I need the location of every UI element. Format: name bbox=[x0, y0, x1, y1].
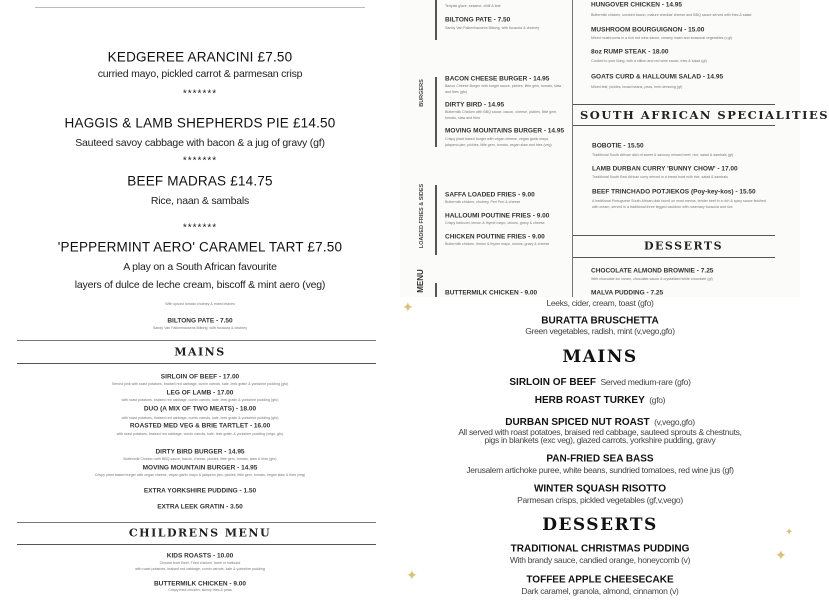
menu-item-name: EXTRA LEEK GRATIN - 3.50 bbox=[157, 503, 243, 511]
separator: ******* bbox=[182, 222, 218, 234]
menu-item-name: KIDS ROASTS - 10.00 bbox=[166, 552, 234, 560]
menu-item-desc: Served pink with roast potatoes, braised red cabbage, cumin carrots, kale, leek gratin & yorkshire pudding (gfo) bbox=[111, 382, 289, 386]
menu-item-name: BACON CHEESE BURGER - 14.95 bbox=[445, 75, 550, 83]
menu-item-name: HERB ROAST TURKEY bbox=[534, 395, 645, 406]
divider bbox=[435, 185, 437, 255]
menu-item-name: BEEF MADRAS £14.75 bbox=[127, 173, 273, 189]
menu-item-name: CHICKEN POUTINE FRIES - 9.00 bbox=[445, 233, 545, 241]
menu-item-name: ROASTED MED VEG & BRIE TARTLET - 16.00 bbox=[129, 422, 271, 430]
menu-item-name: GOATS CURD & HALLOUMI SALAD - 14.95 bbox=[591, 73, 724, 81]
menu-item-name: MALVA PUDDING - 7.25 bbox=[591, 289, 664, 297]
menu-item-desc: Buttermilk chicken, smoked bacon, mature cheddar cheese and BBQ sauce served with fries & salad bbox=[591, 13, 752, 17]
menu-item-desc: Buttermilk chicken, lemon & thyme mayo, onions, gravy & cheese bbox=[445, 242, 550, 246]
menu-item-note: (v,vego,gfo) bbox=[654, 417, 695, 427]
menu-item-desc: Crispy plant based burger with vegan cheese, vegan garlic mayo, jalapeno jam, pickles, little gem, tomato, vegan slaw and fries (veg) bbox=[445, 137, 552, 147]
menu-item-name: DIRTY BIRD BURGER - 14.95 bbox=[155, 448, 245, 456]
menu-item-desc: Choose from Beef, Fried chicken, lamb or halloumi bbox=[159, 561, 241, 565]
menu-item-desc: Teriyaki glaze, sesame, chilli & leaf bbox=[445, 4, 501, 8]
menu-item-name: 'PEPPERMINT AERO' CARAMEL TART £7.50 bbox=[57, 239, 343, 255]
divider bbox=[573, 257, 775, 258]
menu-item-desc: Crispy halloumi, lemon & thyme mayo, onions, gravy & cheese bbox=[445, 221, 545, 225]
divider bbox=[573, 104, 775, 105]
menu-item-desc: Leeks, cider, cream, toast (gfo) bbox=[546, 298, 654, 308]
menu-item-desc: Traditional South African dish of sweet & savoury minced beef, rice, salad & sambals (gf) bbox=[592, 153, 734, 157]
menu-item-desc: Traditional South East African curry served in a bread bowl with rice, salad & sambals bbox=[592, 175, 728, 179]
category-label: LOADED FRIES & SIDES bbox=[419, 183, 425, 249]
menu-item-name: EXTRA YORKSHIRE PUDDING - 1.50 bbox=[143, 487, 257, 495]
menu-item-name: HUNGOVER CHICKEN - 14.95 bbox=[591, 1, 683, 9]
menu-item-desc: Mixed leaf, pickles, broad beans, peas, herb dressing (gf) bbox=[591, 85, 683, 89]
menu-item-desc: Buttermilk chicken, chutney, Peri Peri & cheese bbox=[445, 200, 521, 204]
menu-item-desc: Rice, naan & sambals bbox=[150, 195, 250, 207]
menu-item-desc: With spiced tomato chutney & mixed leaves bbox=[165, 302, 235, 306]
menu-item-name: SIRLOIN OF BEEF - 17.00 bbox=[160, 373, 240, 381]
menu-item-name: BUTTERMILK CHICKEN - 9.00 bbox=[153, 580, 247, 588]
sparkle-icon: ✦ bbox=[402, 299, 414, 315]
divider bbox=[17, 340, 376, 341]
divider bbox=[435, 77, 437, 147]
menu-item-desc: pigs in blankets (exc veg), glazed carrots, yorkshire pudding, gravy bbox=[484, 435, 716, 445]
menu-item-name: LAMB DURBAN CURRY 'BUNNY CHOW' - 17.00 bbox=[592, 165, 738, 173]
menu-item-name: DURBAN SPICED NUT ROAST bbox=[505, 417, 650, 428]
menu-item-name: 8oz RUMP STEAK - 18.00 bbox=[591, 48, 669, 56]
menu-item-name: MOVING MOUNTAINS BURGER - 14.95 bbox=[445, 127, 565, 135]
menu-item-name: TRADITIONAL CHRISTMAS PUDDING bbox=[510, 543, 690, 555]
separator: ******* bbox=[182, 155, 218, 167]
section-heading: DESSERTS bbox=[644, 239, 724, 253]
menu-item-name: PAN-FRIED SEA BASS bbox=[546, 453, 654, 465]
menu-item-desc: Mixed mushrooms in a rich red wine sauce, creamy mash and seasonal vegetables (v,gf) bbox=[591, 36, 733, 40]
menu-item-desc: Green vegetables, radish, mint (v,vego,gfo) bbox=[525, 326, 675, 336]
menu-item-name: DIRTY BIRD - 14.95 bbox=[445, 101, 505, 109]
section-heading: SOUTH AFRICAN SPECIALITIES bbox=[580, 108, 829, 122]
column-divider bbox=[572, 0, 573, 297]
menu-item-desc: Sandy Van Falkenhausens Biltong, with focaccia & chutney bbox=[445, 26, 540, 30]
sparkle-icon: ✦ bbox=[775, 547, 787, 563]
menu-item-desc: Parmesan crisps, pickled vegetables (gf,v,vego) bbox=[517, 495, 683, 505]
section-heading: CHILDRENS MENU bbox=[128, 526, 272, 540]
menu-item-desc: Sandy Van Falkenhausens Biltong, with focaccia & chutney bbox=[152, 326, 248, 330]
menu-item-desc: curried mayo, pickled carrot & parmesan crisp bbox=[97, 68, 303, 80]
menu-item-name: HALLOUMI POUTINE FRIES - 9.00 bbox=[445, 212, 550, 220]
menu-item-name: BILTONG PATE - 7.50 bbox=[167, 317, 233, 325]
menu-photo-christmas bbox=[400, 297, 800, 600]
menu-item-name: BOBOTIE - 15.50 bbox=[592, 142, 644, 150]
separator: ******* bbox=[182, 88, 218, 100]
menu-item-desc: A traditional Portuguese South African dish found on most menus, tender beef in a rich & spicy sauce finished with cream, served in a traditional three legged cauldron with rosemary focaccia and rice bbox=[592, 199, 766, 209]
menu-item-desc: layers of dulce de leche cream, biscoff & mint aero (veg) bbox=[74, 279, 326, 291]
menu-photo-specials bbox=[0, 0, 400, 297]
menu-item-name: WINTER SQUASH RISOTTO bbox=[533, 483, 667, 495]
menu-item-name: BEEF TRINCHADO POTJIEKOS (Poy-key-kos) - 15.50 bbox=[592, 188, 756, 196]
sparkle-icon: ✦ bbox=[785, 527, 794, 538]
menu-item-note: Served medium-rare (gfo) bbox=[600, 377, 691, 387]
menu-item-name: LEG OF LAMB - 17.00 bbox=[166, 389, 234, 397]
category-label: BURGERS bbox=[419, 79, 425, 107]
menu-item-desc: Dark caramel, granola, almond, cinnamon (v) bbox=[521, 586, 679, 596]
menu-item-desc: Buttermilk Chicken with BBQ sauce, bacon, cheese, pickles, little gem, tomato, slaw and fries bbox=[445, 110, 558, 120]
divider bbox=[435, 0, 437, 40]
menu-item-name: BURATTA BRUSCHETTA bbox=[541, 315, 659, 327]
menu-item-desc: Crispy plant based burger with vegan cheese, vegan garlic mayo & jalapeno jam, pickles, little gem, tomato, vegan slaw & fries (veg) bbox=[94, 473, 306, 477]
section-heading: MAINS bbox=[174, 345, 226, 359]
menu-item-desc: A play on a South African favourite bbox=[123, 261, 277, 273]
divider bbox=[573, 235, 775, 236]
menu-item-desc: Cooked to your liking, with a stilton and red wine sauce, fries & salad (gf) bbox=[591, 59, 707, 63]
divider bbox=[35, 7, 365, 8]
menu-item-desc: Jerusalem artichoke puree, white beans, sundried tomatoes, red wine jus (gf) bbox=[466, 465, 734, 475]
menu-item-name: BUTTERMILK CHICKEN - 9.00 bbox=[445, 289, 538, 297]
menu-photo-sunday bbox=[0, 297, 400, 600]
sparkle-icon: ✦ bbox=[406, 567, 418, 583]
menu-item-desc: With brandy sauce, candied orange, honeycomb (v) bbox=[509, 555, 691, 565]
menu-item-desc: Sauteed savoy cabbage with bacon & a jug of gravy (gf) bbox=[75, 137, 325, 149]
menu-item-name: TOFFEE APPLE CHEESECAKE bbox=[526, 574, 674, 586]
menu-photo-main bbox=[400, 0, 829, 297]
menu-item-name: SAFFA LOADED FRIES - 9.00 bbox=[445, 191, 535, 199]
menu-item-name: MOVING MOUNTAIN BURGER - 14.95 bbox=[142, 464, 258, 472]
menu-item-name: DUO (A MIX OF TWO MEATS) - 18.00 bbox=[143, 405, 257, 413]
menu-item-desc: Bacon Cheese Burger with burger sauce, pickles, little gem, tomato, slaw and fries (gfo) bbox=[445, 84, 562, 94]
menu-item-desc: With chocolate ice cream, chocolate sauce & crystalised white chocolate (gf) bbox=[591, 277, 713, 281]
section-heading: DESSERTS bbox=[542, 515, 658, 535]
menu-item-name: BILTONG PATE - 7.50 bbox=[445, 16, 511, 24]
divider bbox=[573, 125, 775, 126]
section-heading: MAINS bbox=[562, 347, 638, 367]
menu-item-name: KEDGEREE ARANCINI £7.50 bbox=[107, 49, 293, 65]
menu-item-desc: Buttermilk Chicken with BBQ sauce, bacon, cheese, pickles, little gem, tomato, slaw & fries (gfo) bbox=[123, 457, 277, 461]
menu-item-desc: with roast potatoes, braised red cabbage, cumin carrots, kale, leek gratin & yorkshire pudding (gfo) bbox=[121, 398, 279, 402]
menu-item-desc: with roast potatoes, braised red cabbage, cumin carrots, kale & yorkshire pudding bbox=[135, 567, 265, 571]
menu-item-name: CHOCOLATE ALMOND BROWNIE - 7.25 bbox=[591, 267, 714, 275]
menu-item-desc: with roast potatoes, braised red cabbage, cumin carrots, kale, leek gratin & yorkshire pudding (vego, gfo) bbox=[116, 432, 284, 436]
divider bbox=[17, 544, 376, 545]
menu-item-note: (gfo) bbox=[649, 395, 666, 405]
menu-item-name: MUSHROOM BOURGUIGNON - 15.00 bbox=[591, 26, 705, 34]
menu-item-desc: All served with roast potatoes, braised red cabbage, sauteed sprouts & chestnuts, bbox=[458, 427, 742, 437]
divider bbox=[17, 522, 376, 523]
menu-item-desc: Crispy fried chicken, skinny fries & peas bbox=[168, 588, 232, 592]
menu-item-desc: with roast potatoes, braised red cabbage, cumin carrots, kale, leek gratin & yorkshire pudding (gfo) bbox=[121, 416, 279, 420]
menu-item bbox=[400, 372, 800, 390]
menu-item-name: HAGGIS & LAMB SHEPHERDS PIE £14.50 bbox=[64, 115, 336, 131]
divider bbox=[17, 363, 376, 364]
menu-item-name: SIRLOIN OF BEEF bbox=[509, 377, 597, 388]
category-label: MENU bbox=[416, 269, 425, 293]
menu-item bbox=[400, 390, 800, 408]
